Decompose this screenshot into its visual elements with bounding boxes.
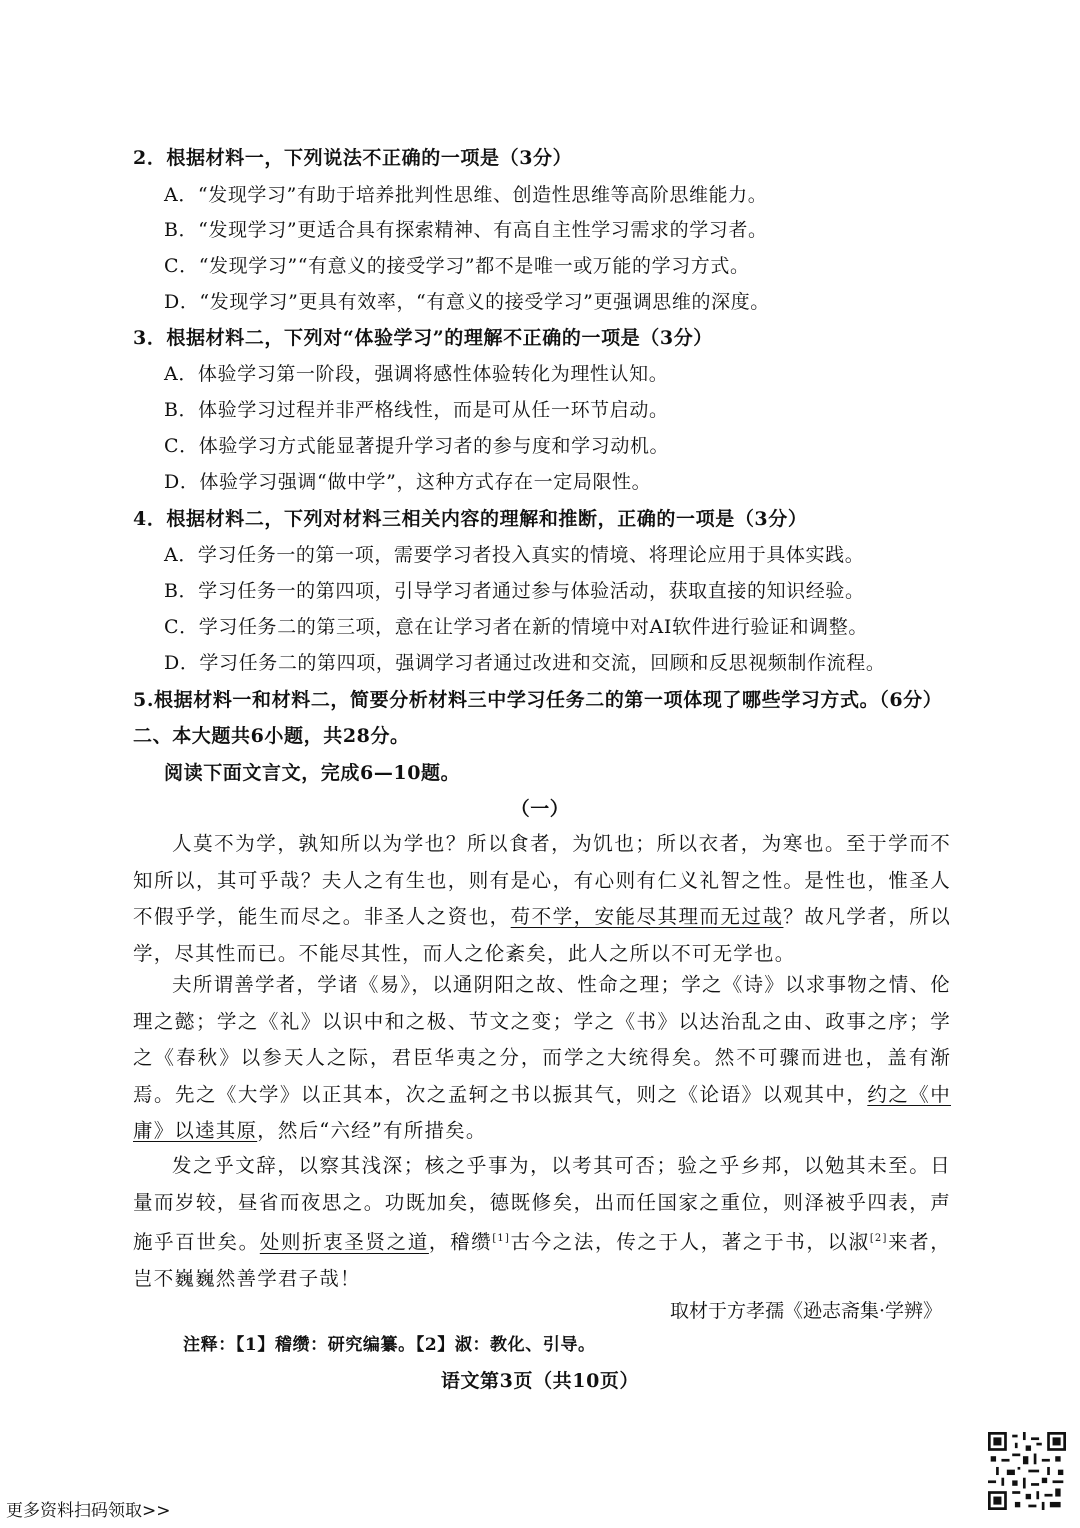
passage-source: 取材于方孝孺《逊志斋集·学辨》	[669, 1300, 942, 1322]
footnote-marker-2: [2]	[869, 1233, 888, 1244]
section-2-intro: 阅读下面文言文，完成6—10题。	[164, 762, 461, 784]
question-3-option-b: B．体验学习过程并非严格线性，而是可从任一环节启动。	[164, 399, 669, 421]
p3-text-b2: 古今之法，传之于人，著之于书，以淑	[510, 1230, 870, 1254]
footnote-marker-1: [1]	[492, 1233, 511, 1244]
p2-underlined-sentence: 约之《中庸》以逵其原	[133, 1082, 951, 1142]
section-2-title: 二、本大题共6小题，共28分。	[133, 725, 410, 747]
question-3-option-a: A．体验学习第一阶段，强调将感性体验转化为理性认知。	[164, 363, 669, 385]
question-4-option-b: B．学习任务一的第四项，引导学习者通过参与体验活动，获取直接的知识经验。	[164, 580, 865, 602]
p2-text-a: 夫所谓善学者，学诸《易》，以通阴阳之故、性命之理；学之《诗》以求事物之情、伦理之懿；学之《礼》以识中和之极、节文之变；学之《书》以达治乱之由、政事之序；学之《春秋》以参天人之际，君臣华夷之分，而学之大统得矣。然不可骤而进也，盖有渐焉。先之《大学》以正其本，次之孟轲之书以振其气，则之《论语》以观其中，	[133, 973, 951, 1106]
question-2-stem: 2．根据材料一，下列说法不正确的一项是（3分）	[133, 147, 573, 169]
passage-title: （一）	[510, 798, 570, 820]
question-2-option-a: A．“发现学习”有助于培养批判性思维、创造性思维等高阶思维能力。	[164, 184, 768, 206]
p1-text-a: 人莫不为学，孰知所以为学也？所以食者，为饥也；所以衣者，为寒也。至于学而不知所以，其可乎哉？夫人之有生也，则有是心，有心则有仁义礼智之性。是性也，惟圣人不假乎学，能生而尽之。非圣人之资也，	[133, 832, 951, 928]
footnotes: 注释：【1】稽缵：研究编纂。【2】淑：教化、引导。	[183, 1335, 596, 1355]
passage-paragraph-2	[133, 967, 951, 1150]
question-3-option-c: C．体验学习方式能显著提升学习者的参与度和学习动机。	[164, 435, 670, 457]
question-4-stem: 4．根据材料二，下列对材料三相关内容的理解和推断，正确的一项是（3分）	[133, 508, 808, 530]
question-4-option-c: C．学习任务二的第三项，意在让学习者在新的情境中对AI软件进行验证和调整。	[164, 616, 868, 638]
more-materials-link[interactable]: 更多资料扫码领取>>	[6, 1501, 171, 1521]
question-3-option-d: D．体验学习强调“做中学”，这种方式存在一定局限性。	[164, 471, 652, 493]
p1-text-b: ？故凡学者，所以学，尽其性而已。不能尽其性，而人之伦紊矣，此人之所以不可无学也。	[133, 905, 951, 965]
p3-underlined-sentence: 处则折衷圣贤之道	[259, 1230, 429, 1254]
p1-underlined-sentence: 苟不学，安能尽其理而无过哉	[510, 905, 784, 928]
p2-text-b: ，然后“六经”有所措矣。	[257, 1119, 487, 1142]
p3-text-a: 发之乎文辞，以察其浅深；核之乎事为，以考其可否；验之乎乡邦，以勉其未至。日量而岁较，昼省而夜思之。功既加矣，德既修矣，出而任国家之重位，则泽被乎四表，声施乎百世矣。	[133, 1154, 951, 1254]
passage-paragraph-1	[133, 826, 951, 972]
question-2-option-d: D．“发现学习”更具有效率，“有意义的接受学习”更强调思维的深度。	[164, 291, 770, 313]
p3-text-b3: 来者，岂不巍巍然善学君子哉！	[133, 1230, 951, 1290]
qr-code-icon[interactable]	[988, 1432, 1066, 1510]
question-3-stem: 3．根据材料二，下列对“体验学习”的理解不正确的一项是（3分）	[133, 327, 713, 349]
p3-text-b1: ，稽缵	[428, 1230, 493, 1254]
question-5: 5.根据材料一和材料二，简要分析材料三中学习任务二的第一项体现了哪些学习方式。（6分）	[133, 689, 943, 711]
question-4-option-d: D．学习任务二的第四项，强调学习者通过改进和交流，回顾和反思视频制作流程。	[164, 652, 886, 674]
question-4-option-a: A．学习任务一的第一项，需要学习者投入真实的情境、将理论应用于具体实践。	[164, 544, 865, 566]
page-number: 语文第3页（共10页）	[440, 1370, 640, 1392]
question-2-option-c: C．“发现学习”“有意义的接受学习”都不是唯一或万能的学习方式。	[164, 255, 750, 277]
passage-paragraph-3	[133, 1148, 951, 1298]
question-2-option-b: B．“发现学习”更适合具有探索精神、有高自主性学习需求的学习者。	[164, 219, 768, 241]
